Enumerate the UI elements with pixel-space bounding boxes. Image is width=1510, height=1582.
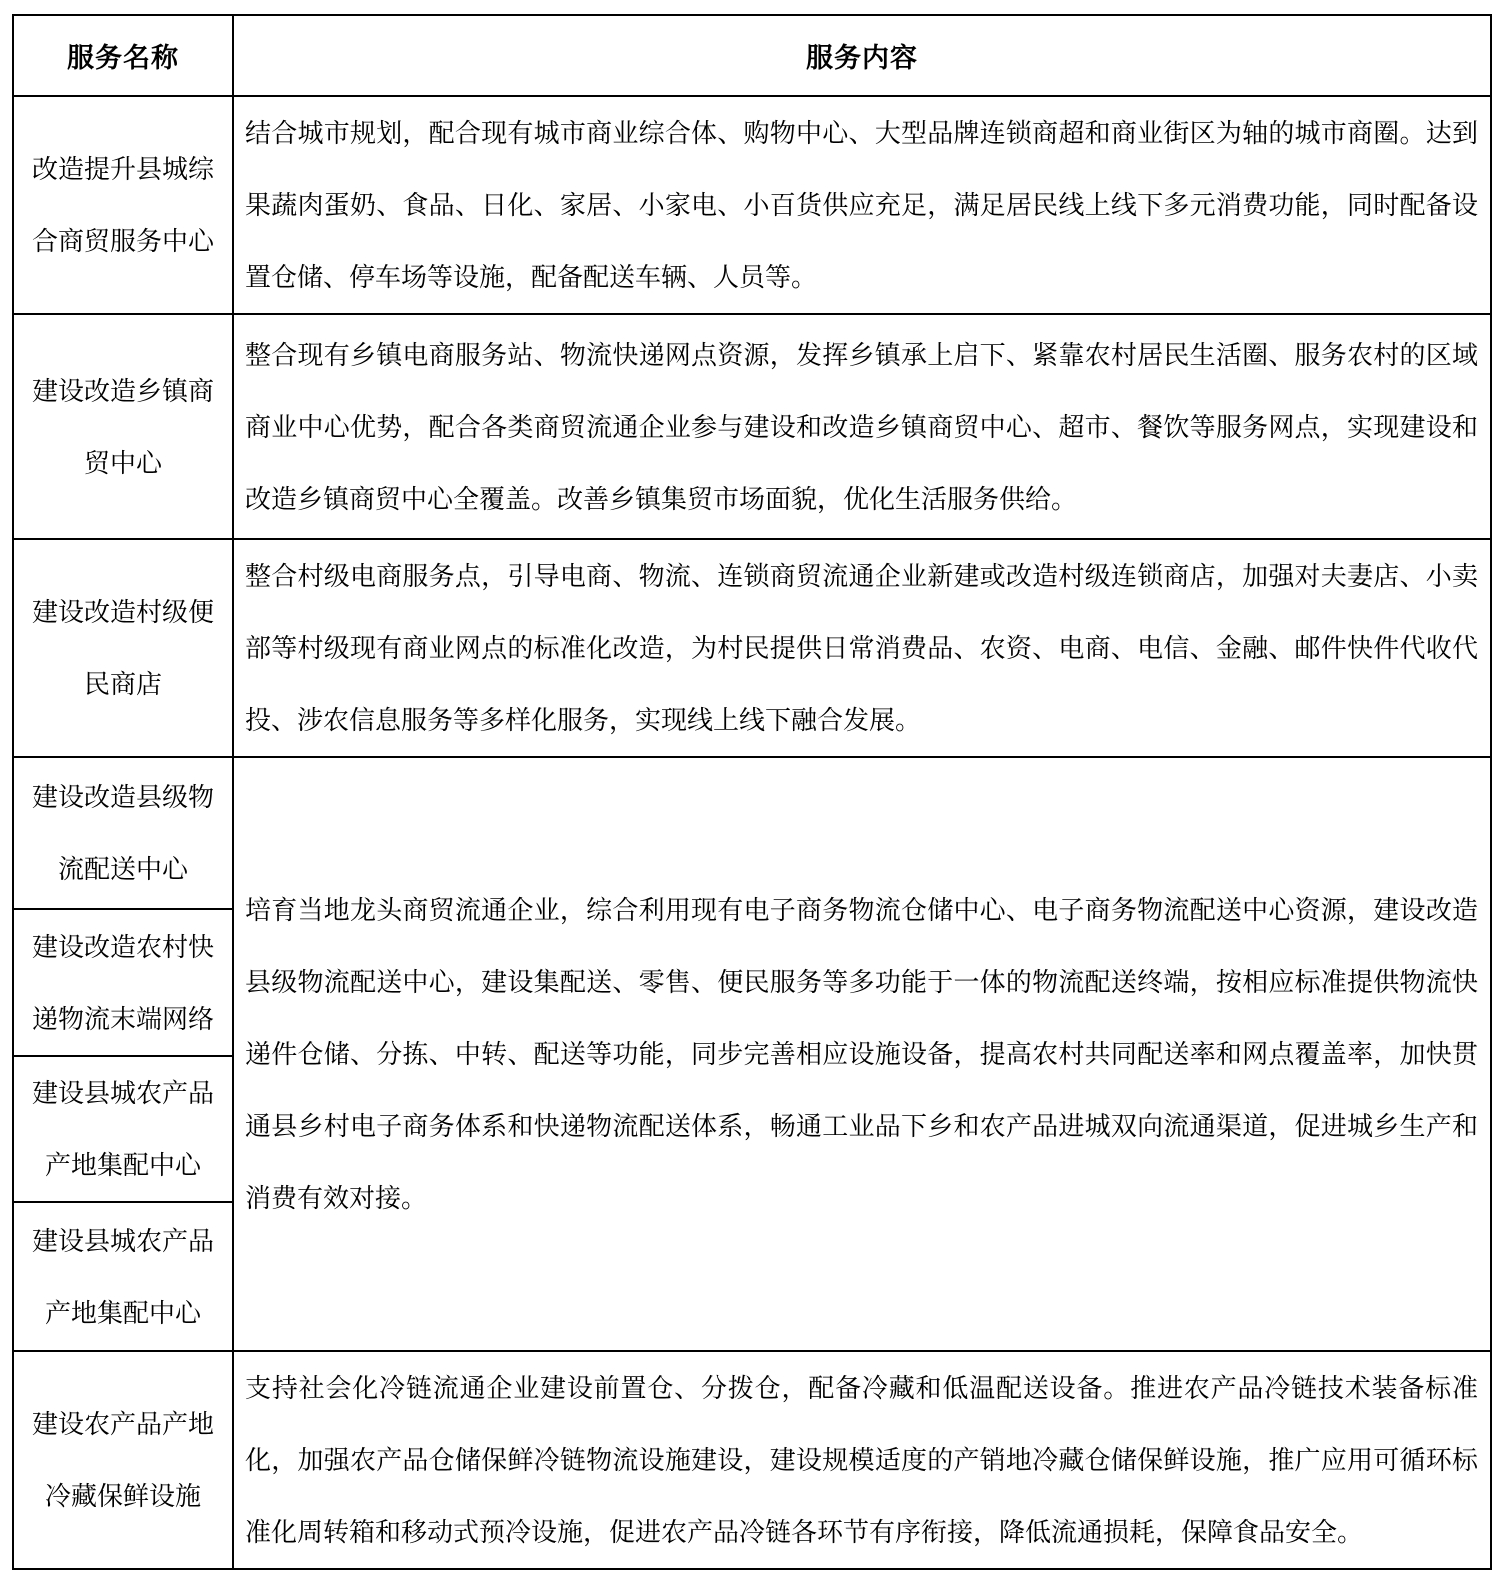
table-header-row [13,15,1491,96]
services-table [12,14,1492,1570]
service-name-cell: 建设改造村级便民商店 [13,539,233,757]
service-content-cell: 支持社会化冷链流通企业建设前置仓、分拨仓，配备冷藏和低温配送设备。推进农产品冷链技术装备标准化，加强农产品仓储保鲜冷链物流设施建设，建设规模适度的产销地冷藏仓储保鲜设施，推广应用可循环标准化周转箱和移动式预冷设施，促进农产品冷链各环节有序衔接，降低流通损耗，保障食品安全。 [233,1351,1491,1569]
service-name-cell: 建设改造乡镇商贸中心 [13,314,233,539]
service-content-cell: 整合现有乡镇电商服务站、物流快递网点资源，发挥乡镇承上启下、紧靠农村居民生活圈、服务农村的区域商业中心优势，配合各类商贸流通企业参与建设和改造乡镇商贸中心、超市、餐饮等服务网点，实现建设和改造乡镇商贸中心全覆盖。改善乡镇集贸市场面貌，优化生活服务供给。 [233,314,1491,539]
table-row [13,96,1491,314]
service-name-cell: 建设县城农产品产地集配中心 [13,1056,233,1202]
service-name-cell: 建设县城农产品产地集配中心 [13,1202,233,1351]
table-row [13,1351,1491,1569]
table-row [13,757,1491,909]
column-header-service-content: 服务内容 [233,15,1491,96]
service-content-cell-merged: 培育当地龙头商贸流通企业，综合利用现有电子商务物流仓储中心、电子商务物流配送中心资源，建设改造县级物流配送中心，建设集配送、零售、便民服务等多功能于一体的物流配送终端，按相应标准提供物流快递件仓储、分拣、中转、配送等功能，同步完善相应设施设备，提高农村共同配送率和网点覆盖率，加快贯通县乡村电子商务体系和快递物流配送体系，畅通工业品下乡和农产品进城双向流通渠道，促进城乡生产和消费有效对接。 [233,757,1491,1351]
table-row [13,539,1491,757]
column-header-service-name: 服务名称 [13,15,233,96]
service-name-cell: 建设改造县级物流配送中心 [13,757,233,909]
service-content-cell: 结合城市规划，配合现有城市商业综合体、购物中心、大型品牌连锁商超和商业街区为轴的城市商圈。达到果蔬肉蛋奶、食品、日化、家居、小家电、小百货供应充足，满足居民线上线下多元消费功能，同时配备设置仓储、停车场等设施，配备配送车辆、人员等。 [233,96,1491,314]
service-name-cell: 改造提升县城综合商贸服务中心 [13,96,233,314]
service-name-cell: 建设农产品产地冷藏保鲜设施 [13,1351,233,1569]
service-name-cell: 建设改造农村快递物流末端网络 [13,909,233,1056]
service-content-cell: 整合村级电商服务点，引导电商、物流、连锁商贸流通企业新建或改造村级连锁商店，加强对夫妻店、小卖部等村级现有商业网点的标准化改造，为村民提供日常消费品、农资、电商、电信、金融、邮件快件代收代投、涉农信息服务等多样化服务，实现线上线下融合发展。 [233,539,1491,757]
table-row [13,314,1491,539]
